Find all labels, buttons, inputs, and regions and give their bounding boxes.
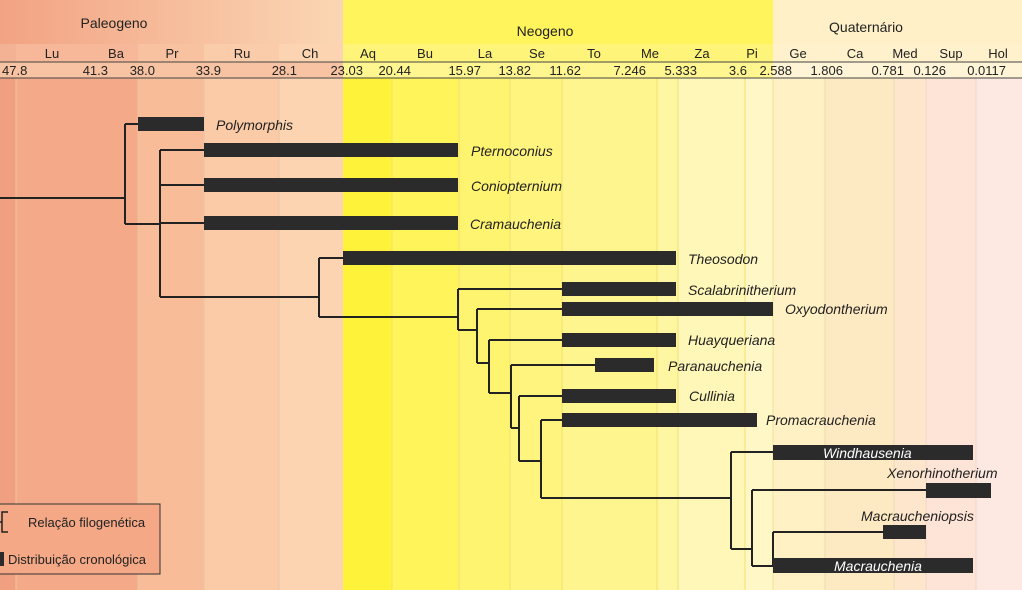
taxon-label: Macrauchenia: [834, 558, 922, 574]
range-bar-cullinia: [562, 389, 676, 403]
stage-row: [0, 44, 1022, 62]
stage-label: Pr: [165, 46, 179, 61]
age-scale: [0, 62, 1022, 78]
range-bar-paranauchenia: [595, 358, 654, 372]
stage-label: Lu: [44, 46, 60, 61]
age-label: 5.333: [664, 63, 697, 78]
stage-label: Med: [892, 46, 918, 61]
age-label: 0.781: [871, 63, 904, 78]
age-label: 2.588: [759, 63, 792, 78]
stage-label: Pi: [746, 46, 758, 61]
age-label: 47.8: [2, 63, 28, 78]
range-bar-theosodon: [343, 251, 676, 265]
stage-label: Aq: [360, 46, 376, 61]
taxon-label: Oxyodontherium: [785, 301, 888, 317]
stage-label: Ca: [846, 46, 864, 61]
range-bar-cramauchenia: [204, 216, 458, 230]
age-label: 15.97: [448, 63, 481, 78]
range-bar-macraucheniopsis: [883, 525, 926, 539]
age-label: 11.62: [549, 63, 581, 78]
age-label: 20.44: [378, 63, 411, 78]
chrono-range-icon: [0, 552, 4, 566]
age-label: 33.9: [195, 63, 221, 78]
age-label: 38.0: [129, 63, 155, 78]
stage-label: Ru: [233, 46, 251, 61]
legend: [0, 504, 160, 574]
stage-label: To: [587, 46, 601, 61]
age-label: 23.03: [330, 63, 363, 78]
range-bar-polymorphis: [138, 117, 204, 131]
taxon-label: Scalabrinitherium: [688, 282, 797, 298]
taxon-label: Promacrauchenia: [766, 412, 876, 428]
stage-label: Ch: [301, 46, 319, 61]
taxon-label: Polymorphis: [216, 117, 294, 133]
period-label-quaternary: Quaternário: [829, 19, 903, 35]
taxon-label: Windhausenia: [823, 445, 912, 461]
range-bar-coniopternium: [204, 178, 458, 192]
stage-label: Sup: [939, 46, 963, 61]
legend-chrono-label: Distribuição cronológica: [8, 552, 147, 567]
stage-label: Hol: [988, 46, 1008, 61]
taxon-label: Coniopternium: [471, 178, 563, 194]
age-label: 7.246: [613, 63, 646, 78]
age-label: 0.126: [913, 63, 946, 78]
taxon-label: Cramauchenia: [470, 216, 562, 232]
taxon-label: Theosodon: [688, 251, 759, 267]
range-bar-xenorhinotherium: [926, 483, 991, 498]
range-bar-promacrauchenia: [562, 413, 757, 427]
age-label: 3.6: [728, 63, 747, 78]
period-label-paleogene: Paleogeno: [80, 15, 148, 31]
stage-label: Bu: [417, 46, 433, 61]
range-bar-scalabrinitherium: [562, 282, 676, 296]
period-band: [0, 0, 1022, 44]
taxon-label: Pternoconius: [471, 143, 553, 159]
age-label: 13.82: [498, 63, 531, 78]
age-label: 1.806: [810, 63, 843, 78]
taxon-label: Huayqueriana: [688, 332, 776, 348]
age-label: 28.1: [271, 63, 297, 78]
stage-label: Za: [694, 46, 710, 61]
legend-phylo-label: Relação filogenética: [28, 515, 146, 530]
stage-label: Ba: [108, 46, 124, 61]
stage-label: La: [477, 46, 493, 61]
taxon-label: Paranauchenia: [668, 358, 763, 374]
stage-label: Ge: [789, 46, 807, 61]
age-label: 41.3: [82, 63, 108, 78]
taxon-label: Cullinia: [689, 388, 735, 404]
stage-label: Se: [529, 46, 545, 61]
range-bar-oxyodontherium: [562, 302, 773, 316]
range-bar-huayqueriana: [562, 333, 676, 347]
taxon-label: Xenorhinotherium: [887, 465, 998, 481]
stage-label: Me: [640, 46, 660, 61]
range-bar-pternoconius: [204, 143, 458, 157]
age-label: 0.0117: [967, 63, 1006, 78]
period-label-neogene: Neogeno: [516, 23, 574, 39]
taxon-label: Macraucheniopsis: [861, 508, 974, 524]
